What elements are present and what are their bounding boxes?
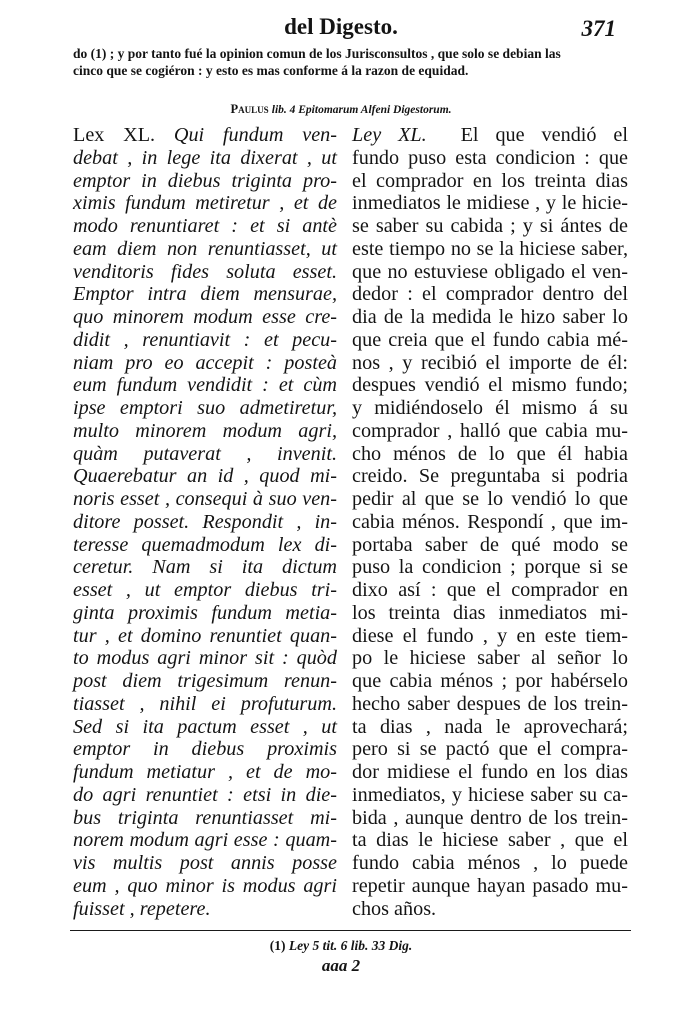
- spanish-line: nos , y recibió el importe de él:: [352, 351, 628, 374]
- spanish-line: fundo cabia ménos , lo puede: [352, 852, 628, 874]
- spanish-line: po le hiciese saber al señor lo: [352, 647, 628, 670]
- spanish-heading: Ley XL.: [352, 124, 427, 146]
- spanish-line: cabia ménos. Respondí , que im-: [352, 510, 628, 533]
- latin-line: esset , ut emptor diebus tri-: [73, 579, 337, 601]
- latin-line: emptor in diebus triginta pro-: [73, 169, 337, 192]
- spanish-line: se saber su cabida ; y si ántes de: [352, 215, 628, 237]
- latin-line: niam pro eo accepit : posteà: [73, 351, 337, 374]
- spanish-line: que creia que el fundo cabia mé-: [352, 328, 628, 351]
- spanish-line: hecho saber despues de los trein-: [352, 692, 628, 715]
- spanish-line: inmediatos, y hiciese saber su ca-: [352, 783, 628, 806]
- latin-line: fundum metiatur , et de mo-: [73, 761, 337, 783]
- latin-line: teresse quemadmodum lex di-: [73, 533, 337, 556]
- latin-line: didit , renuntiavit : et pecu-: [73, 328, 337, 351]
- footnote-marker: (1): [269, 938, 286, 953]
- spanish-line: pero si se pactó que el compra-: [352, 738, 628, 761]
- spanish-line: repetir aunque hayan pasado mu-: [352, 874, 628, 897]
- attribution-author: Paulus: [230, 102, 269, 116]
- spanish-first-line-text: El que vendió el: [460, 124, 628, 146]
- spanish-line: este tiempo no se la hiciese saber,: [352, 237, 628, 260]
- latin-line: ceretur. Nam si ita dictum: [73, 556, 337, 579]
- spanish-line: el comprador en los treinta dias: [352, 169, 628, 192]
- latin-line: ximis fundum metiretur , et de: [73, 192, 337, 215]
- latin-line: do agri renuntiet : etsi in die-: [73, 783, 337, 806]
- signature-mark: aaa 2: [321, 956, 361, 975]
- note-line-1: do (1) ; y por tanto fué la opinion comun de los Jurisconsultos , que solo se debian las: [73, 46, 561, 61]
- spanish-line: que no estuviese obligado el ven-: [352, 260, 628, 283]
- latin-line: eam diem non renuntiasset, ut: [73, 237, 337, 260]
- spanish-line: fundo puso esta condicion : que: [352, 146, 628, 169]
- spanish-line: creido. Se preguntaba si podria: [352, 465, 628, 488]
- latin-line: bus triginta renuntiasset mi-: [73, 806, 337, 829]
- latin-line: quàm putaverat , invenit.: [73, 442, 337, 465]
- spanish-line: portaba saber de qué modo se: [352, 533, 628, 556]
- latin-line: tur , et domino renuntiet quan-: [73, 624, 337, 647]
- spanish-line: pedir al que se lo vendió lo que: [352, 488, 628, 510]
- latin-heading: Lex XL.: [73, 124, 156, 146]
- spanish-line: y midiéndoselo él mismo á su: [352, 397, 628, 419]
- latin-line: noris esset , consequi à suo ven-: [73, 488, 337, 510]
- spanish-line: dedor : el comprador dentro del: [352, 283, 628, 306]
- spanish-line: dia de la medida le hizo saber lo: [352, 306, 628, 328]
- footnote-text: Ley 5 tit. 6 lib. 33 Dig.: [288, 938, 413, 953]
- latin-line: ipse emptori suo admetiretur,: [73, 397, 337, 419]
- spanish-line: puso la condicion ; porque si se: [352, 556, 628, 579]
- latin-line: modo renuntiaret : et si antè: [73, 215, 337, 237]
- source-attribution: [0, 102, 682, 117]
- spanish-line: los treinta dias inmediatos mi-: [352, 601, 628, 624]
- latin-line: multo minorem modum agri,: [73, 419, 337, 442]
- latin-line: norem modum agri esse : quam-: [73, 829, 337, 852]
- latin-column: [73, 124, 337, 920]
- latin-line: eum fundum vendidit : et cùm: [73, 374, 337, 397]
- spanish-line: chos años.: [352, 897, 437, 920]
- spanish-line: inmediatos le midiese , y le hicie-: [352, 192, 628, 215]
- latin-line: venditoris fides soluta esset.: [73, 260, 337, 283]
- spanish-line: diese el fundo , y en este tiem-: [352, 624, 628, 647]
- continued-note: [73, 45, 625, 79]
- spanish-first-line: [352, 124, 628, 147]
- spanish-line: dixo así : que el comprador en: [352, 579, 628, 601]
- spanish-line: que cabia ménos ; por habérselo: [352, 670, 628, 692]
- latin-line: fuisset , repetere.: [73, 897, 211, 920]
- page-number: 371: [581, 16, 616, 41]
- spanish-line: dor midiese el fundo en los dias: [352, 761, 628, 783]
- spanish-line: cho ménos de lo que él habia: [352, 442, 628, 465]
- spanish-line: despues vendió el mismo fundo;: [352, 374, 628, 397]
- latin-line: vis multis post annis posse: [73, 852, 337, 874]
- latin-line: eum , quo minor is modus agri: [73, 874, 337, 897]
- spanish-column: [352, 124, 628, 920]
- spanish-line: bida , aunque dentro de los trein-: [352, 806, 628, 829]
- latin-line: ditore posset. Respondit , in-: [73, 510, 337, 533]
- latin-line: emptor in diebus proximis: [73, 738, 337, 761]
- attribution-source: lib. 4 Epitomarum Alfeni Digestorum.: [271, 104, 452, 116]
- latin-line: quo minorem modum esse cre-: [73, 306, 337, 328]
- footnote: [0, 938, 682, 954]
- spanish-line: ta dias , nada le aprovechará;: [352, 715, 628, 738]
- footnote-rule: [70, 930, 631, 931]
- latin-line: to modus agri minor sit : quòd: [73, 647, 337, 670]
- latin-line: Emptor intra diem mensurae,: [73, 283, 337, 306]
- latin-first-line-text: Qui fundum ven-: [173, 124, 337, 146]
- note-line-2: cinco que se cogiéron : y esto es mas conforme á la razon de equidad.: [73, 63, 469, 78]
- latin-first-line: [73, 124, 337, 147]
- latin-line: debat , in lege ita dixerat , ut: [73, 146, 337, 169]
- latin-line: Sed si ita pactum esset , ut: [73, 715, 337, 738]
- latin-line: ginta proximis fundum metia-: [73, 601, 337, 624]
- latin-line: post diem trigesimum renun-: [73, 670, 337, 692]
- latin-line: Quaerebatur an id , quod mi-: [73, 465, 337, 488]
- spanish-line: ta dias le hiciese saber , que el: [352, 829, 628, 852]
- spanish-line: comprador , halló que cabia mu-: [352, 419, 628, 442]
- running-title: del Digesto.: [284, 14, 398, 39]
- latin-line: tiasset , nihil ei profuturum.: [73, 692, 337, 715]
